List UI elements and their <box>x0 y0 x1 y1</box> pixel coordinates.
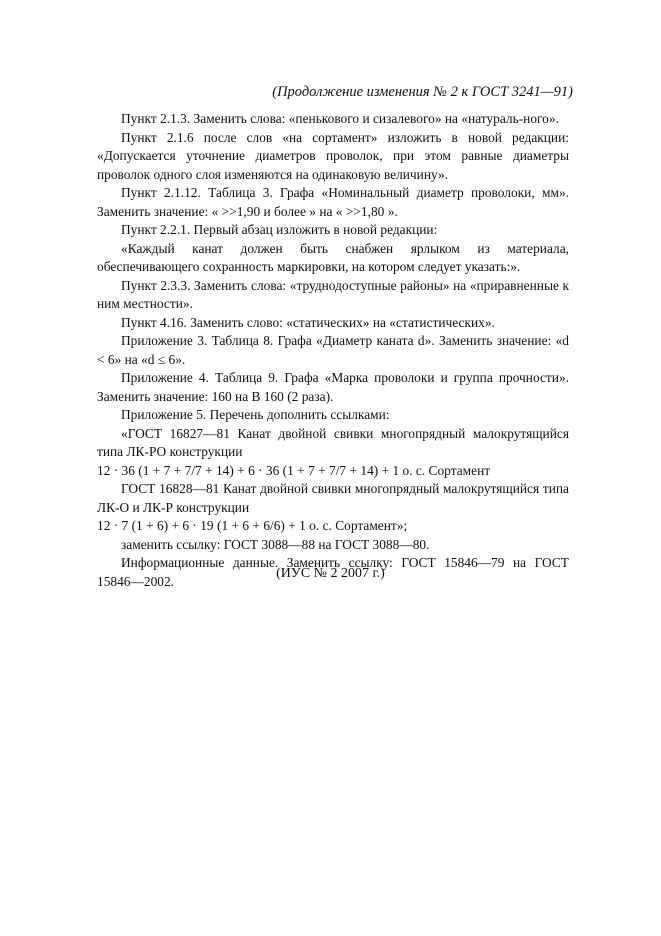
paragraph-2-2-1: Пункт 2.2.1. Первый абзац изложить в новой редакции: <box>121 222 438 237</box>
paragraph-info-data: Информационные данные. Заменить ссылку: ГОСТ 15846—79 на ГОСТ 15846—2002. <box>97 555 569 589</box>
paragraph-label-quote: «Каждый канат должен быть снабжен ярлыком из материала, обеспечивающего сохранность маркировки, на котором следует указать:». <box>97 240 569 274</box>
paragraph-appendix-4: Приложение 4. Таблица 9. Графа «Марка проволоки и группа прочности». Заменить значение: 160 на В 160 (2 раза). <box>97 370 569 404</box>
formula-gost-16827: 12 · 36 (1 + 7 + 7/7 + 14) + 6 · 36 (1 + 7 + 7/7 + 14) + 1 о. с. Сортамент <box>97 462 491 478</box>
paragraph-2-1-3: Пункт 2.1.3. Заменить слова: «пенькового и сизалевого» на «натураль-ного». <box>121 111 559 126</box>
paragraph-appendix-5: Приложение 5. Перечень дополнить ссылками: <box>121 407 390 422</box>
paragraph-gost-16828: ГОСТ 16828—81 Канат двойной свивки многопрядный малокрутящийся типа ЛК-О и ЛК-Р конструкции <box>97 481 569 515</box>
continuation-header: (Продолжение изменения № 2 к ГОСТ 3241—91) <box>272 84 573 100</box>
amendment-body <box>97 110 569 591</box>
formula-gost-16828: 12 · 7 (1 + 6) + 6 · 19 (1 + 6 + 6/6) + 1 о. с. Сортамент»; <box>97 518 408 533</box>
paragraph-2-1-12: Пункт 2.1.12. Таблица 3. Графа «Номинальный диаметр проволоки, мм». Заменить значение: « >>1,90 и более » на « >>1,80 ». <box>97 185 569 219</box>
paragraph-2-3-3: Пункт 2.3.3. Заменить слова: «труднодоступные районы» на «приравненные к ним местности». <box>97 277 569 311</box>
paragraph-replace-3088: заменить ссылку: ГОСТ 3088—88 на ГОСТ 3088—80. <box>121 536 430 552</box>
paragraph-2-1-6: Пункт 2.1.6 после слов «на сортамент» изложить в новой редакции: «Допускается уточнение диаметров проволок, при этом равные диаметры проволок одного слоя изменяются на одинаковую величину». <box>97 129 569 182</box>
paragraph-4-16: Пункт 4.16. Заменить слово: «статических» на «статистических». <box>121 314 495 330</box>
ius-footer: (ИУС № 2 2007 г.) <box>276 566 385 581</box>
paragraph-gost-16827: «ГОСТ 16827—81 Канат двойной свивки многопрядный малокрутящийся типа ЛК-РО конструкции <box>97 425 569 459</box>
paragraph-appendix-3: Приложение 3. Таблица 8. Графа «Диаметр каната d». Заменить значение: «d < 6» на «d ≤ 6». <box>97 333 569 367</box>
